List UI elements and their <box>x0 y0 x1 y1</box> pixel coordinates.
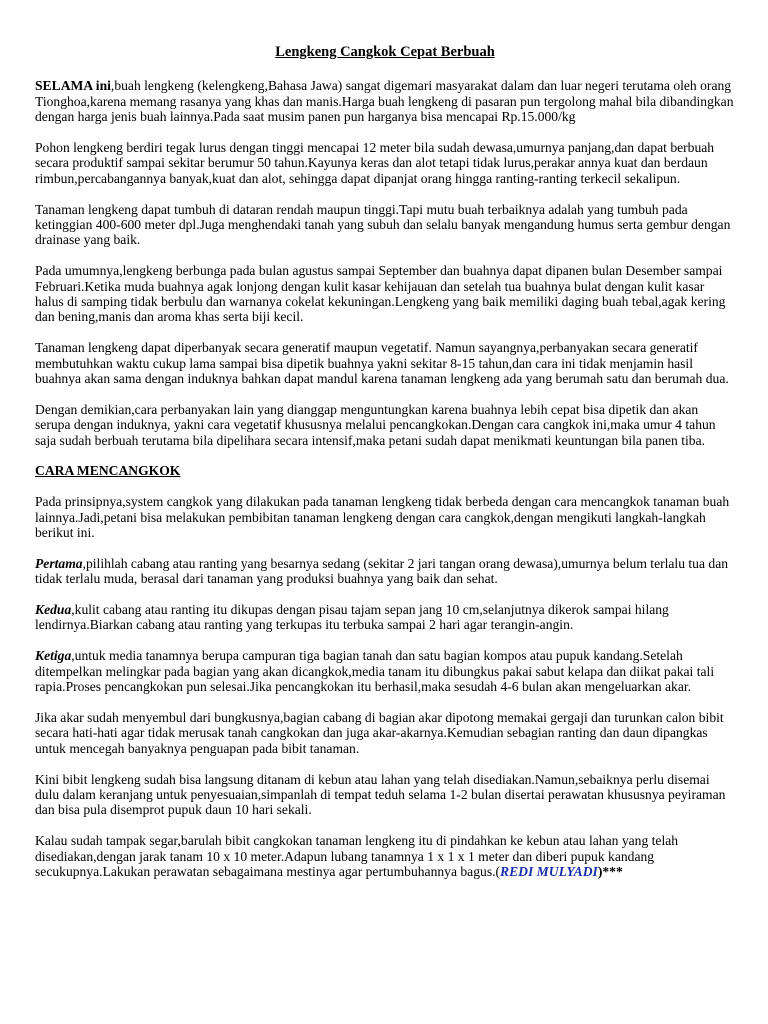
step-label: Kedua <box>35 602 72 618</box>
final-text: Kalau sudah tampak segar,barulah bibit cangkokan tanaman lengkeng itu di pindahkan ke kebun atau lahan yang telah disediakan,dengan jarak tanam 10 x 10 meter.Adapun lubang tanamnya 1 x 1 x 1 meter dan diberi pupuk kandang secukupnya.Lakukan perawatan sebagaimana mestinya agar pertumbuhannya bagus.( <box>35 833 679 879</box>
intro-paragraph <box>35 78 735 124</box>
step-label: Pertama <box>35 555 83 571</box>
closing-paragraph: Jika akar sudah menyembul dari bungkusnya,bagian cabang di bagian akar dipotong memakai gergaji dan turunkan calon bibit secara hati-hati agar tidak merusak tanah cangkokan dan juga akar-akarnya.Kemudian sebagian ranting dan daun dipangkas untuk mencegah banyaknya penguapan pada bibit tanaman. <box>35 709 724 756</box>
author-name: REDI MULYADI <box>500 863 598 879</box>
step-text: ,untuk media tanamnya berupa campuran tiga bagian tanah dan satu bagian kompos atau pupuk kandang.Setelah ditempelkan melingkar pada bagian yang akan dicangkok,media tanam itu dibungkus pakai sabut kelapa dan diikat pakai tali rapia.Proses pencangkokan pun selesai.Jika pencangkokan itu berhasil,maka sesudah 4-6 bulan akan mengeluarkan akar. <box>35 648 715 695</box>
document-title: Lengkeng Cangkok Cepat Berbuah <box>275 44 495 60</box>
intro-lead: SELAMA ini <box>35 78 111 94</box>
step-text: ,kulit cabang atau ranting itu dikupas dengan pisau tajam sepan jang 10 cm,selanjutnya dikerok sampai hilang lendirnya.Biarkan cabang atau ranting yang terkupas itu terbuka sampai 2 hari agar terangin-angin. <box>35 602 669 633</box>
body-paragraph: Tanaman lengkeng dapat tumbuh di dataran rendah maupun tinggi.Tapi mutu buah terbaiknya adalah yang tumbuh pada ketinggian 400-600 meter dpl.Juga menghendaki tanah yang subuh dan selalu banyak mengandung humus serta gembur dengan drainase yang baik. <box>35 201 731 248</box>
step-paragraph <box>35 602 735 633</box>
intro-text: ,buah lengkeng (kelengkeng,Bahasa Jawa) sangat digemari masyarakat dalam dan luar negeri terutama oleh orang Tionghoa,karena memang rasanya yang khas dan manis.Harga buah lengkeng di pasaran pun tergolong mahal bila dibandingkan dengan harga jenis buah lainnya.Pada saat musim panen pun harganya bisa mencapai Rp.15.000/kg <box>35 78 734 125</box>
section-heading: CARA MENCANGKOK <box>35 463 181 479</box>
section-intro: Pada prinsipnya,system cangkok yang dilakukan pada tanaman lengkeng tidak berbeda dengan cara mencangkok tanaman buah lainnya.Jadi,petani bisa melakukan pembibitan tanaman lengkeng dengan cara cangkok,dengan mengikuti langkah-langkah berikut ini. <box>35 494 730 541</box>
body-paragraph: Pada umumnya,lengkeng berbunga pada bulan agustus sampai September dan buahnya dapat dipanen bulan Desember sampai Februari.Ketika muda buahnya agak lonjong dengan kulit kasar kehijauan dan setelah tua buahnya bulat dengan kulit kasar halus di samping tidak berbulu dan warnanya cokelat kekuningan.Lengkeng yang baik memiliki daging buah tebal,agak kering dan bening,manis dan aroma khas serta biji kecil. <box>35 263 726 325</box>
step-text: ,pilihlah cabang atau ranting yang besarnya sedang (sekitar 2 jari tangan orang dewasa),umurnya belum terlalu tua dan tidak terlalu muda, berasal dari tanaman yang produksi buahnya yang baik dan sehat. <box>35 555 729 587</box>
final-suffix: )*** <box>597 863 623 879</box>
document-page <box>35 45 735 895</box>
body-paragraph: Pohon lengkeng berdiri tegak lurus dengan tinggi mencapai 12 meter bila sudah dewasa,umurnya panjang,dan dapat berbuah secara produktif sampai sekitar berumur 50 tahun.Kayunya keras dan alot tetapi tidak lurus,perakar annya kuat dan berdaun rimbun,percabangannya banyak,kuat dan alot, sehingga dapat dipanjat orang hingga ranting-ranting terkecil sekalipun. <box>35 140 715 186</box>
step-label: Ketiga <box>35 648 72 664</box>
step-paragraph <box>35 648 735 694</box>
body-paragraph: Dengan demikian,cara perbanyakan lain yang dianggap menguntungkan karena buahnya lebih cepat bisa dipetik dan akan serupa dengan induknya, yakni cara vegetatif khususnya melalui pencangkokan.Dengan cara cangkok ini,maka umur 4 tahun saja sudah berbuah terutama bila dipelihara secara intensif,maka petani sudah dapat menikmati keuntungan bila panen tiba. <box>35 401 716 448</box>
body-paragraph: Tanaman lengkeng dapat diperbanyak secara generatif maupun vegetatif. Namun sayangnya,perbanyakan secara generatif membutuhkan waktu cukup lama sampai bisa dipetik buahnya yakni sekitar 8-15 tahun,dan cara ini tidak menjamin hasil buahnya akan sama dengan induknya bahkan dapat mandul karena tanaman lengkeng ada yang berumah satu dan berumah dua. <box>35 340 729 387</box>
closing-paragraph: Kini bibit lengkeng sudah bisa langsung ditanam di kebun atau lahan yang telah disediakan.Namun,sebaiknya perlu disemai dulu dalam keranjang untuk penyesuaian,simpanlah di tempat teduh selama 1-2 bulan disertai perawatan khususnya peyiraman dan bisa pula disemprot pupuk daun 10 hari sekali. <box>35 771 726 818</box>
final-paragraph <box>35 833 735 879</box>
step-paragraph <box>35 556 735 587</box>
